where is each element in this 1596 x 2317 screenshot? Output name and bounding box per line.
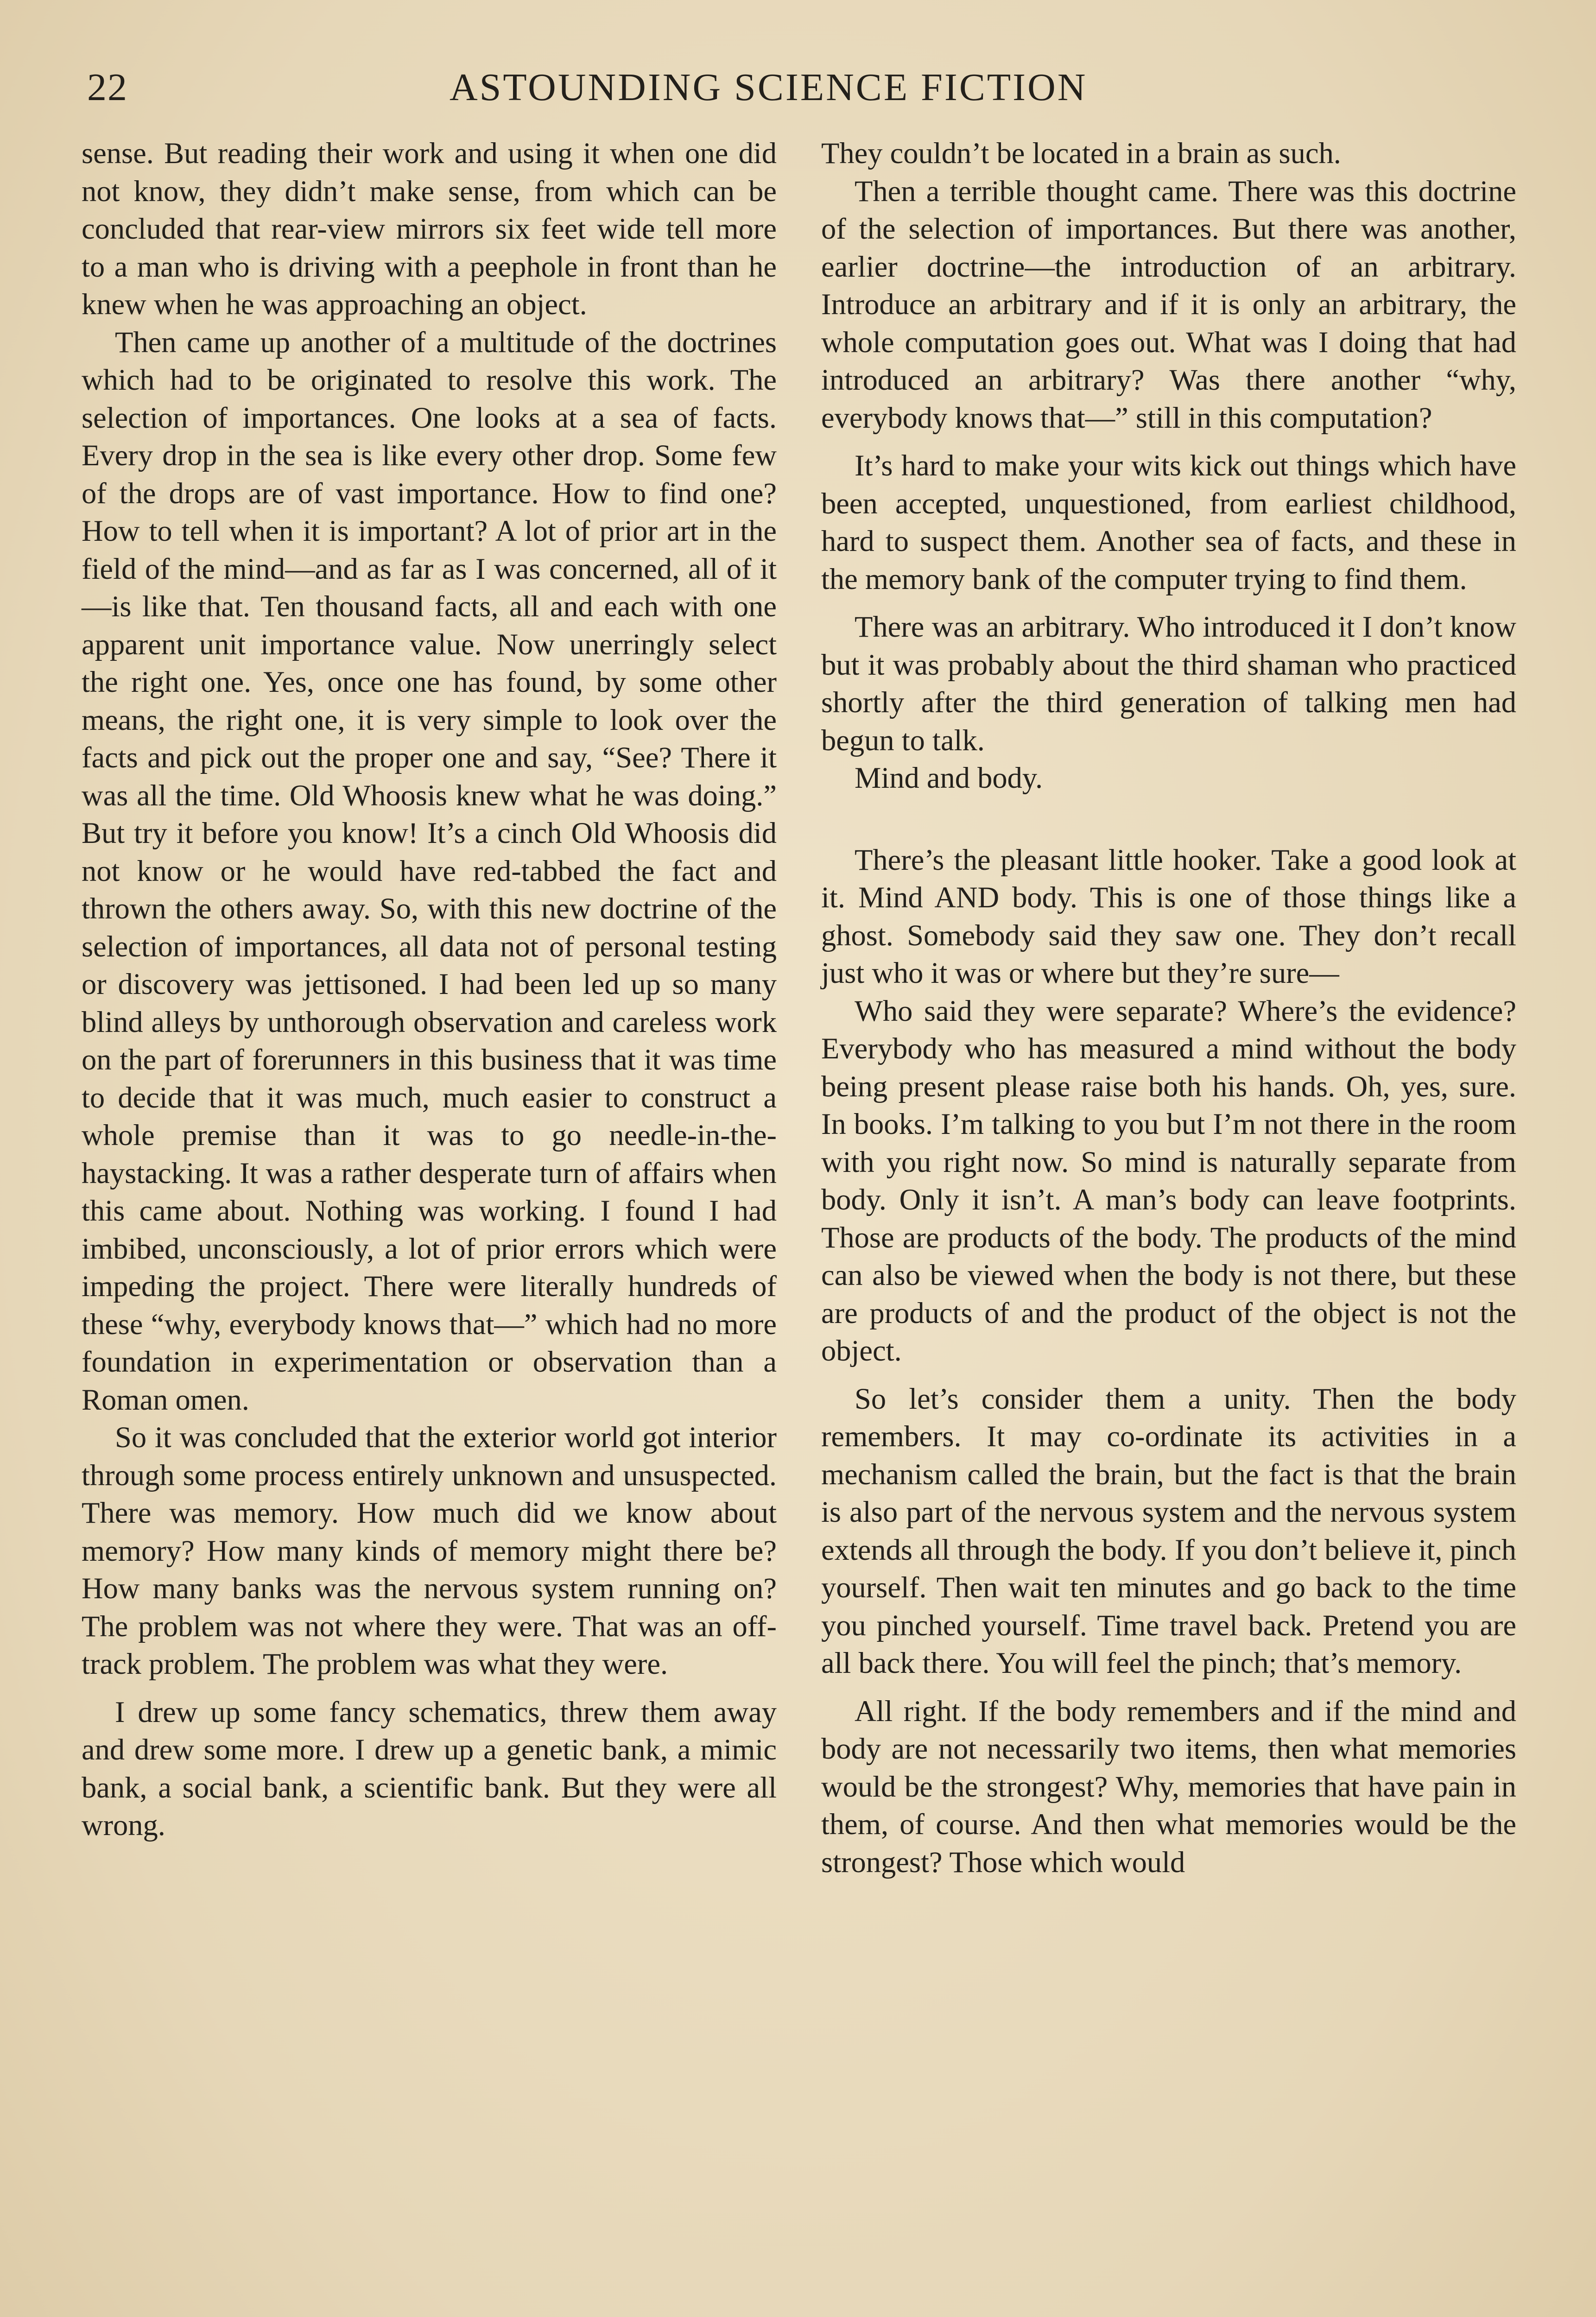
page-number: 22 [87, 66, 128, 109]
paragraph: Then came up another of a multitude of the doctrines which had to be originated to resolve this work. The selection of importances. One looks at a sea of facts. Every drop in the sea is like every other drop. Some few of the drops are of vast importance. How to find one? How to tell when it is important? A lot of prior art in the field of the mind—and as far as I was concerned, all of it—is like that. Ten thousand facts, all and each with one apparent unit importance value. Now unerringly select the right one. Yes, once one has found, by some other means, the right one, it is very simple to look over the facts and pick out the proper one and say, “See? There it was all the time. Old Whoosis knew what he was doing.” But try it before you know! It’s a cinch Old Whoosis did not know or he would have red-tabbed the fact and thrown the others away. So, with this new doctrine of the selection of importances, all data not of personal testing or discovery was jettisoned. I had been led up so many blind alleys by unthorough observation and careless work on the part of forerunners in this business that it was time to decide that it was much, much easier to construct a whole premise than it was to go needle-in-the-haystacking. It was a rather desperate turn of affairs when this came about. Nothing was working. I found I had imbibed, unconsciously, a lot of prior errors which were impeding the project. There were literally hundreds of these “why, everybody knows that—” which had no more foundation in experimentation or observation than a Roman omen. [82, 325, 777, 1416]
paragraph: Who said they were separate? Where’s the evidence? Everybody who has measured a mind without the body being present please raise both his hands. Oh, yes, sure. In books. I’m talking to you but I’m not there in the room with you right now. So mind is naturally separate from body. Only it isn’t. A man’s body can leave footprints. Those are products of the body. The products of the mind can also be viewed when the body is not there, but these are products of and the product of the object is not the object. [821, 994, 1516, 1367]
paragraph: There was an arbitrary. Who introduced it I don’t know but it was probably about the third shaman who practiced shortly after the third generation of talking men had begun to talk. [821, 610, 1516, 757]
paragraph: It’s hard to make your wits kick out things which have been accepted, unquestioned, from earliest childhood, hard to suspect them. Another sea of facts, and these in the memory bank of the computer trying to find them. [821, 449, 1516, 595]
paragraph: So it was concluded that the exterior world got interior through some process entirely unknown and unsuspected. There was memory. How much did we know about memory? How many kinds of memory might there be? How many banks was the nervous system running on? The problem was not where they were. That was an off-track problem. The problem was what they were. [82, 1421, 777, 1680]
page-header [79, 56, 1517, 116]
paragraph: There’s the pleasant little hooker. Take a good look at it. Mind AND body. This is one of those things like a ghost. Somebody said they saw one. They don’t recall just who it was or where but they’re sure— [821, 843, 1516, 989]
paragraph: sense. But reading their work and using it when one did not know, they didn’t make sense, from which can be concluded that rear-view mirrors six feet wide tell more to a man who is driving with a peephole in front than he knew when he was approaching an object. [82, 137, 777, 321]
paragraph: Mind and body. [855, 761, 1043, 794]
paragraph: I drew up some fancy schematics, threw them away and drew some more. I drew up a genetic bank, a mimic bank, a social bank, a scientific bank. But they were all wrong. [82, 1695, 777, 1842]
paragraph: So let’s consider them a unity. Then the body remembers. It may co-ordinate its activities in a mechanism called the brain, but the fact is that the brain is also part of the nervous system and the nervous system extends all through the body. If you don’t believe it, pinch yourself. Then wait ten minutes and go back to the time you pinched yourself. Time travel back. Pretend you are all back there. You will feel the pinch; that’s memory. [821, 1382, 1516, 1679]
left-column [82, 134, 777, 1844]
paragraph: Then a terrible thought came. There was this doctrine of the selection of importances. But there was another, earlier doctrine—the introduction of an arbitrary. Introduce an arbitrary and if it is only an arbitrary, the whole computation goes out. What was I doing that had introduced an arbitrary? Was there another “why, everybody knows that—” still in this computation? [821, 174, 1516, 434]
right-column [821, 134, 1516, 1881]
running-title: ASTOUNDING SCIENCE FICTION [450, 66, 1088, 109]
paragraph: They couldn’t be located in a brain as such. [821, 137, 1341, 170]
paragraph: All right. If the body remembers and if the mind and body are not necessarily two items, then what memories would be the strongest? Why, memories that have pain in them, of course. And then what memories would be the strongest? Those which would [821, 1694, 1516, 1879]
